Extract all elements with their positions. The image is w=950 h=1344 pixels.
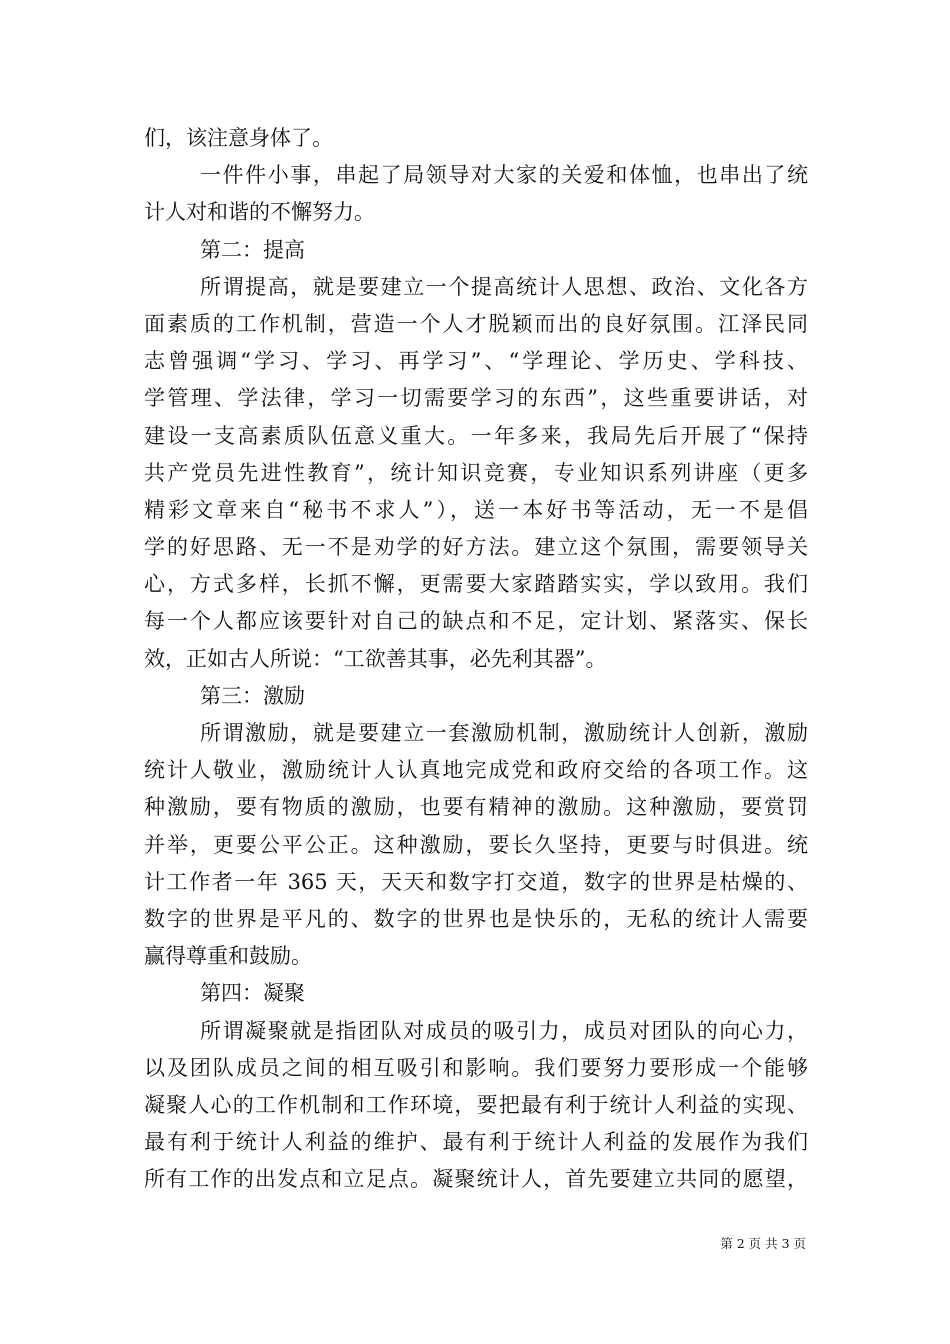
text-line: 学的好思路、无一不是劝学的好方法。建立这个氛围，需要领导关 <box>144 535 808 560</box>
text-line: 并举，更要公平公正。这种激励，要长久坚持，更要与时俱进。统 <box>144 832 808 857</box>
text-line: 以及团队成员之间的相互吸引和影响。我们要努力要形成一个能够 <box>144 1055 808 1080</box>
text-line: 计工作者一年 365 天，天天和数字打交道，数字的世界是枯燥的、 <box>144 869 808 894</box>
text-line: 第四：凝聚 <box>200 981 305 1006</box>
text-line: 面素质的工作机制，营造一个人才脱颖而出的良好氛围。江泽民同 <box>144 311 808 336</box>
text-line: 计人对和谐的不懈努力。 <box>144 200 375 225</box>
text-line: 效，正如古人所说：“工欲善其事，必先利其器”。 <box>144 646 607 671</box>
text-line: 所谓凝聚就是指团队对成员的吸引力，成员对团队的向心力， <box>200 1018 808 1043</box>
text-line: 学管理、学法律，学习一切需要学习的东西”，这些重要讲话，对 <box>144 386 808 411</box>
text-line: 第三：激励 <box>200 683 305 708</box>
text-line: 赢得尊重和鼓励。 <box>144 944 312 969</box>
text-line: 每一个人都应该要针对自己的缺点和不足，定计划、紧落实、保长 <box>144 609 808 634</box>
text-line: 们，该注意身体了。 <box>144 126 333 150</box>
text-line: 凝聚人心的工作机制和工作环境，要把最有利于统计人利益的实现、 <box>144 1092 808 1117</box>
text-line: 一件件小事，串起了局领导对大家的关爱和体恤，也串出了统 <box>200 163 808 188</box>
text-line: 心，方式多样，长抓不懈，更需要大家踏踏实实，学以致用。我们 <box>144 572 808 597</box>
document-body <box>144 120 808 1198</box>
text-line: 所谓提高，就是要建立一个提高统计人思想、政治、文化各方 <box>200 274 808 299</box>
text-line: 所有工作的出发点和立足点。凝聚统计人，首先要建立共同的愿望， <box>144 1167 808 1192</box>
text-line: 数字的世界是平凡的、数字的世界也是快乐的，无私的统计人需要 <box>144 906 808 931</box>
text-line: 统计人敬业，激励统计人认真地完成党和政府交给的各项工作。这 <box>144 758 808 783</box>
text-line: 志曾强调“学习、学习、再学习”、“学理论、学历史、学科技、 <box>144 349 808 374</box>
text-line: 建设一支高素质队伍意义重大。一年多来，我局先后开展了“保持 <box>144 423 808 448</box>
text-line: 最有利于统计人利益的维护、最有利于统计人利益的发展作为我们 <box>144 1130 808 1155</box>
text-line: 所谓激励，就是要建立一套激励机制，激励统计人创新，激励 <box>200 721 808 745</box>
page-number: 第 2 页 共 3 页 <box>720 1236 806 1251</box>
text-line: 第二：提高 <box>200 237 305 262</box>
text-line: 精彩文章来自“秘书不求人”），送一本好书等活动，无一不是倡 <box>144 497 808 522</box>
text-line: 共产党员先进性教育”，统计知识竞赛，专业知识系列讲座（更多 <box>144 460 808 485</box>
text-line: 种激励，要有物质的激励，也要有精神的激励。这种激励，要赏罚 <box>144 795 808 820</box>
